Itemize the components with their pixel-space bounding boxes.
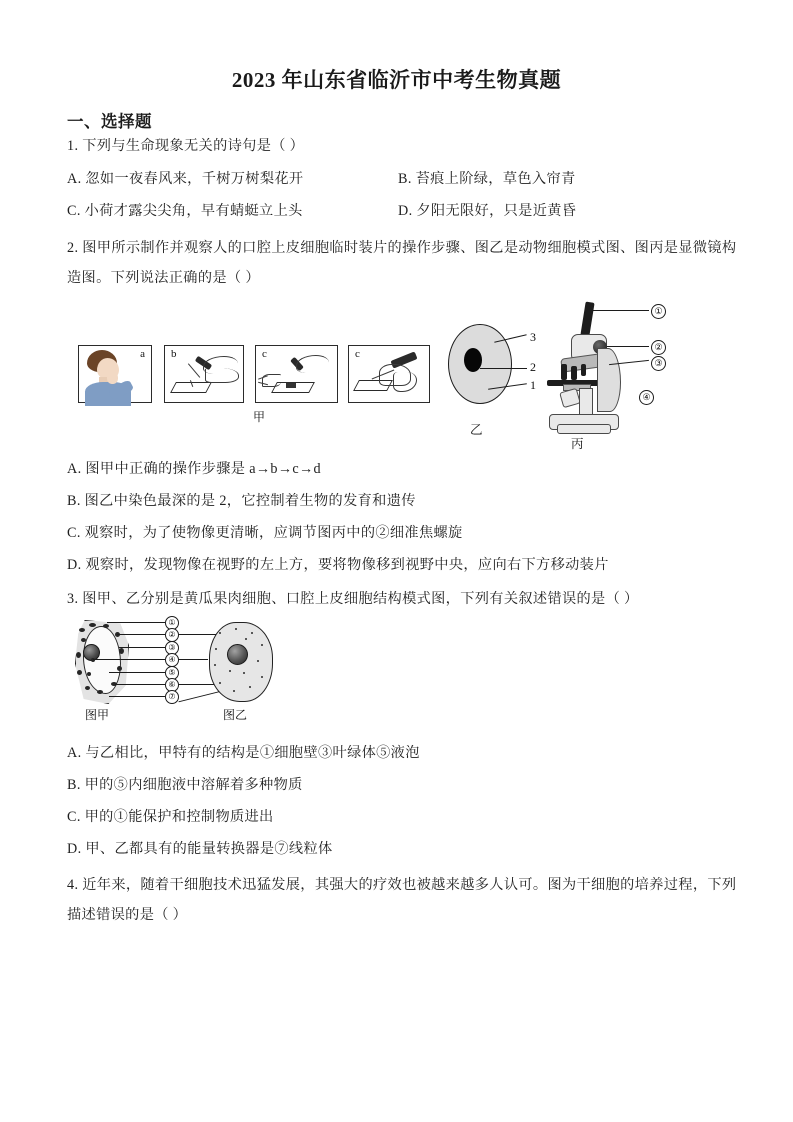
question-2-option-d: D. 观察时，发现物像在视野的左上方，要将物像移到视野中央，应向右下方移动装片 — [67, 557, 609, 573]
question-2-stem-line-2: 造图。下列说法正确的是（ ） — [67, 270, 260, 286]
question-4-stem-line-2: 描述错误的是（ ） — [67, 907, 188, 923]
figure-jia-caption: 甲 — [253, 410, 266, 424]
question-3-stem: 3. 图甲、乙分别是黄瓜果肉细胞、口腔上皮细胞结构模式图，下列有关叙述错误的是（ ） — [67, 591, 639, 607]
figure-bing-microscope — [527, 296, 727, 451]
figure-panel-b — [164, 345, 244, 403]
question-4-stem-line-1: 4. 近年来，随着干细胞技术迅猛发展，其强大的疗效也被越来越多人认可。图为干细胞的培养过程，下列 — [67, 877, 737, 893]
page-title: 2023 年山东省临沂市中考生物真题 — [231, 68, 562, 92]
question-3-option-c: C. 甲的①能保护和控制物质进出 — [67, 809, 274, 825]
figure-q3-label-4: ④ — [165, 653, 179, 667]
figure-bing-label-4: ④ — [639, 390, 654, 405]
figure-q3-right-caption: 图乙 — [223, 708, 248, 722]
question-1-option-a: A. 忽如一夜春风来，千树万树梨花开 — [67, 171, 304, 187]
figure-q3-animal-cell — [205, 620, 291, 722]
figure-panel-c-label: c — [262, 348, 267, 360]
question-3-figure — [67, 618, 297, 726]
figure-panel-a — [78, 345, 152, 403]
figure-panel-d-label: c — [355, 348, 360, 360]
figure-yi-label-1: 1 — [530, 378, 536, 392]
figure-q3-label-1: ① — [165, 616, 179, 630]
figure-yi-label-3: 3 — [530, 330, 536, 344]
figure-panel-b-label: b — [171, 348, 177, 360]
figure-q3-plant-cell — [71, 618, 143, 722]
question-2-option-b: B. 图乙中染色最深的是 2，它控制着生物的发育和遗传 — [67, 493, 416, 509]
question-1-option-b: B. 苔痕上阶绿，草色入帘青 — [398, 171, 576, 187]
figure-q3-label-5: ⑤ — [165, 666, 179, 680]
figure-panel-a-label: a — [140, 348, 145, 360]
question-2-stem-line-1: 2. 图甲所示制作并观察人的口腔上皮细胞临时装片的操作步骤、图乙是动物细胞模式图、图丙是显微镜构 — [67, 240, 737, 256]
figure-bing-label-3: ③ — [651, 356, 666, 371]
figure-panel-c — [255, 345, 338, 403]
figure-bing-caption: 丙 — [571, 437, 584, 451]
figure-yi-label-2: 2 — [530, 360, 536, 374]
question-1-option-c: C. 小荷才露尖尖角，早有蜻蜓立上头 — [67, 203, 303, 219]
figure-q3-label-3: ③ — [165, 641, 179, 655]
question-1-option-d: D. 夕阳无限好，只是近黄昏 — [398, 203, 577, 219]
figure-bing-label-2: ② — [651, 340, 666, 355]
figure-yi-caption: 乙 — [470, 423, 483, 437]
question-3-option-a: A. 与乙相比，甲特有的结构是①细胞壁③叶绿体⑤液泡 — [67, 745, 420, 761]
figure-q3-label-7: ⑦ — [165, 690, 179, 704]
figure-q3-left-caption: 图甲 — [85, 708, 110, 722]
question-2-option-a: A. 图甲中正确的操作步骤是 a→b→c→d — [67, 461, 321, 477]
question-1-stem: 1. 下列与生命现象无关的诗句是（ ） — [67, 138, 305, 154]
section-heading: 一、选择题 — [67, 112, 152, 131]
question-2-figure — [67, 290, 727, 451]
figure-q3-label-6: ⑥ — [165, 678, 179, 692]
figure-q3-label-2: ② — [165, 628, 179, 642]
figure-panel-d — [348, 345, 430, 403]
question-3-option-d: D. 甲、乙都具有的能量转换器是⑦线粒体 — [67, 841, 333, 857]
question-2-option-c: C. 观察时，为了使物像更清晰，应调节图丙中的②细准焦螺旋 — [67, 525, 463, 541]
question-3-option-b: B. 甲的⑤内细胞液中溶解着多种物质 — [67, 777, 303, 793]
figure-bing-label-1: ① — [651, 304, 666, 319]
